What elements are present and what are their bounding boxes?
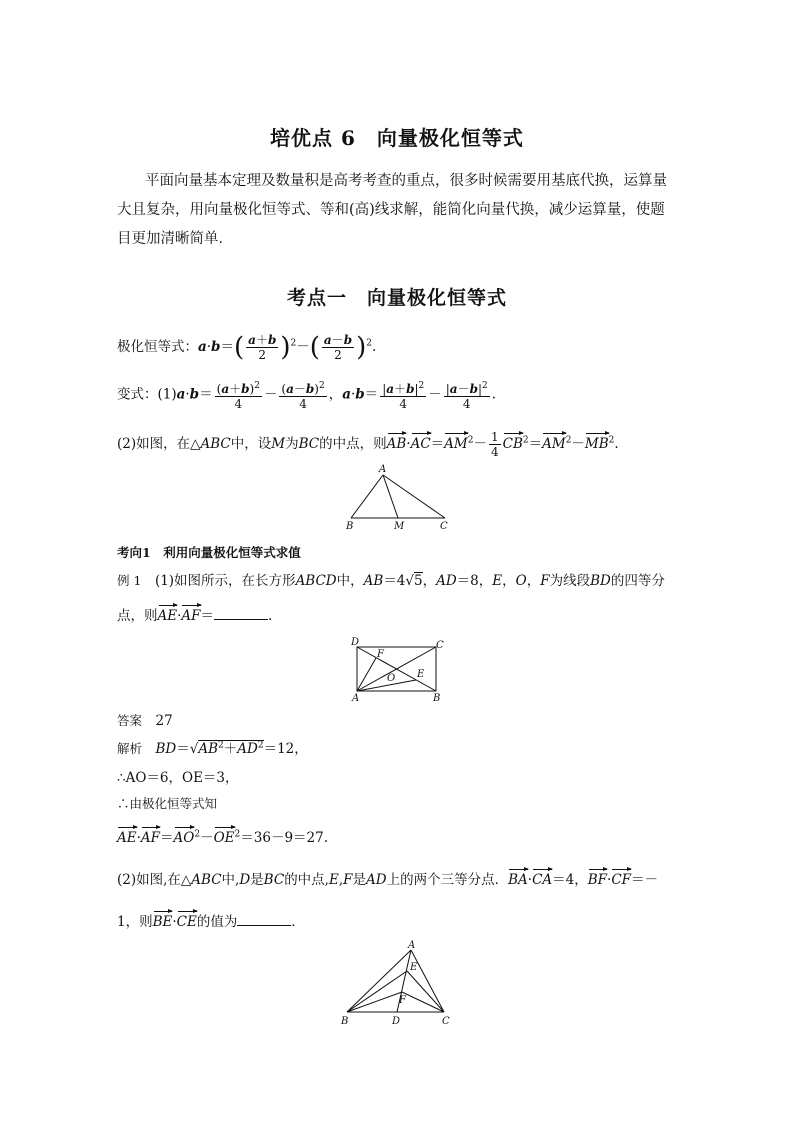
identity-variant: 变式：(1)a·b＝ $\frac{(a+b)^2}{4}$ － $\frac{(a-b)^2}{4}$ ，a·b＝ $\frac{|a+b|^2}{4}$ － $\frac{|a-b|^2}{4}$ .	[117, 381, 497, 411]
answer-line: 答案 27	[117, 713, 173, 729]
example-1-part-1-line-1: 例 1 (1)如图所示，在长方形ABCD中，AB＝4√5，AD＝8，E，O，F为线段BD的四等分	[117, 573, 665, 589]
figure1-label-m: M	[394, 521, 405, 532]
example-1-part-1-line-2: 点，则AE·AF＝ .	[117, 608, 273, 624]
figure3-label-a: A	[408, 940, 416, 951]
figure2-label-a: A	[352, 693, 360, 704]
figure3-label-e: E	[410, 962, 418, 973]
analysis-line-3: ∴由极化恒等式知	[117, 796, 218, 811]
intro-paragraph: 平面向量基本定理及数量积是高考考查的重点，很多时候需要用基底代换，运算量大且复杂，用向量极化恒等式、等和(高)线求解，能简化向量代换，减少运算量，使题目更加清晰简单．	[117, 173, 667, 247]
analysis-line-4: $AE\cdot AF=AO^2-OE^2=36-9=27$.	[117, 829, 329, 846]
section-title: 考点一 向量极化恒等式	[286, 287, 507, 309]
figure3-label-b: B	[341, 1016, 349, 1027]
figure2-label-c: C	[436, 640, 444, 651]
example-1-part-2-line-1: (2)如图,在△ABC中,D是BC的中点,E,F是AD上的两个三等分点．BA·CA＝4，BF·CF＝－	[117, 872, 659, 888]
answer-blank-1	[214, 607, 268, 620]
direction-1-title: 考向1 利用向量极化恒等式求值	[117, 545, 301, 560]
analysis-line-2: ∴AO＝6，OE＝3，	[117, 770, 239, 786]
figure3-label-d: D	[392, 1016, 401, 1027]
rectangle-abcd-figure	[344, 633, 449, 705]
figure2-label-f: F	[377, 649, 384, 660]
triangle-abc-trisection-figure	[336, 936, 458, 1030]
figure2-label-b: B	[433, 693, 441, 704]
figure1-label-c: C	[440, 521, 448, 532]
figure3-label-f: F	[399, 995, 406, 1006]
identity-variant-2: (2)如图，在△ABC中，设M为BC的中点，则$AB\cdot AC=AM^2-$ $\frac{1}{4}$ $CB^2=AM^2-MB^2$.	[117, 430, 619, 459]
triangle-abc-figure	[340, 462, 455, 534]
page-title: 培优点 6 向量极化恒等式	[270, 126, 524, 150]
figure2-label-d: D	[351, 637, 360, 648]
figure2-label-o: O	[387, 673, 396, 684]
figure1-label-b: B	[346, 521, 354, 532]
example-1-part-2-line-2: 1，则BE·CE的值为 ．	[117, 914, 305, 930]
figure1-label-a: A	[379, 464, 387, 475]
polarization-identity: 极化恒等式：a·b＝( $\frac{a+b}{2}$ )$^2$－( $\frac{a-b}{2}$ )$^2$.	[117, 332, 377, 363]
answer-blank-2	[237, 913, 291, 926]
figure3-label-c: C	[442, 1016, 450, 1027]
figure2-label-e: E	[417, 669, 425, 680]
analysis-line-1: 解析 $BD=√AB^2+AD^2=12$，	[117, 740, 308, 757]
